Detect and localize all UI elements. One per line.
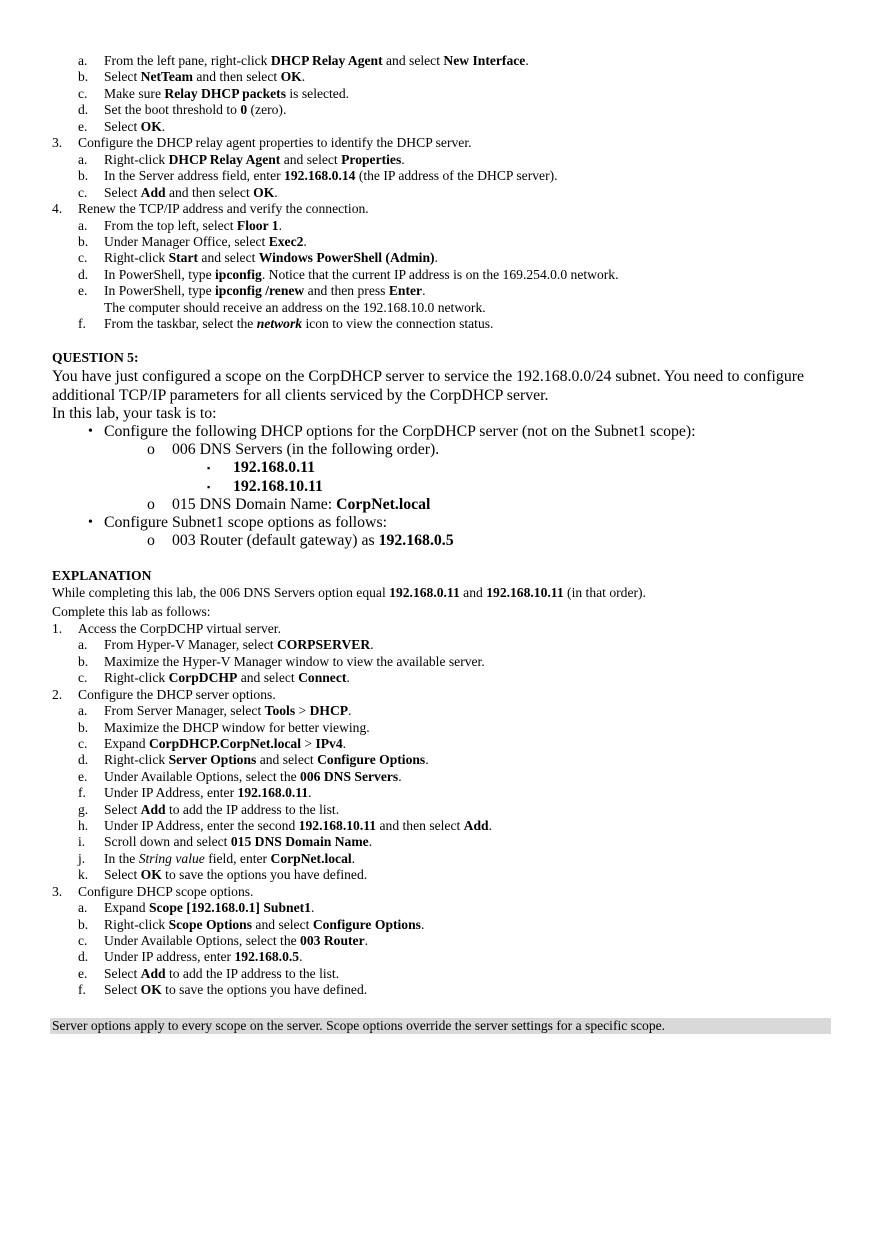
- bold-term: network: [256, 316, 303, 332]
- text-segment: .: [342, 735, 347, 751]
- text-segment: (the IP address of the DHCP server).: [355, 168, 558, 184]
- text-segment: Right-click: [104, 670, 169, 686]
- text-segment: .: [488, 818, 493, 834]
- step-text: [104, 703, 352, 719]
- step-marker: 4.: [52, 201, 63, 217]
- text-segment: Set the boot threshold to: [104, 102, 241, 118]
- text-segment: Configure DHCP scope options.: [78, 883, 254, 899]
- text-segment: .: [401, 151, 405, 167]
- text-segment: Select: [104, 69, 141, 85]
- text-segment: and then select: [165, 184, 254, 200]
- text-segment: Make sure: [104, 85, 165, 101]
- step-text: [104, 720, 370, 736]
- text-segment: .: [364, 932, 369, 948]
- bold-term: 192.168.0.14: [284, 168, 356, 184]
- question-intro-line-1: You have just configured a scope on the CorpDHCP server to service the 192.168.0.0/24 subnet. You need to configure: [52, 368, 804, 385]
- step-marker: f.: [78, 982, 86, 998]
- bold-term: Properties: [341, 151, 402, 167]
- step-marker: j.: [78, 850, 86, 866]
- ip-value: 192.168.10.11: [233, 478, 323, 495]
- square-marker: ▪: [207, 463, 211, 473]
- step-marker: a.: [78, 900, 88, 916]
- bold-term: 192.168.0.5: [234, 949, 300, 965]
- text-segment: Expand: [104, 735, 149, 751]
- text-segment: Under IP Address, enter the second: [104, 818, 299, 834]
- step-marker: b.: [78, 916, 89, 932]
- text-segment: and select: [252, 916, 313, 932]
- step-text: [104, 834, 372, 850]
- step-text: [104, 234, 307, 250]
- step-text: [104, 818, 492, 834]
- step-text: [104, 867, 367, 883]
- bold-term: Tools: [264, 703, 296, 719]
- text-segment: >: [300, 735, 316, 751]
- step-text: [104, 900, 314, 916]
- text-segment: .: [303, 233, 307, 249]
- step-text: [104, 267, 618, 283]
- text-segment: .: [301, 69, 306, 85]
- text-segment: is selected.: [286, 85, 350, 101]
- step-text: [104, 752, 429, 768]
- note-text: Server options apply to every scope on the server. Scope options override the server settings for a specific scope.: [52, 1018, 666, 1033]
- bullet-text: Configure Subnet1 scope options as follows:: [104, 514, 388, 531]
- text-segment: Configure the DHCP relay agent properties to identify the DHCP server.: [78, 135, 472, 151]
- step-text: [104, 966, 339, 982]
- step-text: [104, 300, 486, 316]
- step-marker: d.: [78, 949, 89, 965]
- bold-term: New Interface: [443, 53, 526, 68]
- text-segment: Access the CorpDCHP virtual server.: [78, 621, 281, 636]
- step-marker: d.: [78, 102, 89, 118]
- step-text: [78, 201, 369, 217]
- bold-term: Start: [168, 250, 199, 266]
- text-segment: Under Manager Office, select: [104, 233, 269, 249]
- bold-term: ipconfig /renew: [215, 283, 305, 299]
- step-text: [104, 917, 424, 933]
- text-segment: Maximize the Hyper-V Manager window to view the available server.: [104, 653, 485, 669]
- text-segment: . Notice that the current IP address is on the 169.254.0.0 network.: [261, 266, 619, 282]
- text-segment: .: [398, 768, 402, 784]
- bold-term: 006 DNS Servers: [300, 768, 399, 784]
- bold-term: OK: [140, 867, 162, 883]
- text-segment: From the left pane, right-click: [104, 53, 271, 68]
- text-segment: Under Available Options, select the: [104, 932, 301, 948]
- step-marker: d.: [78, 266, 89, 282]
- text-segment: Select: [104, 184, 141, 200]
- text-segment: and select: [256, 752, 318, 768]
- bold-term: 015 DNS Domain Name: [230, 834, 369, 850]
- text-segment: field, enter: [204, 850, 271, 866]
- text-segment: .: [161, 118, 166, 134]
- bold-term: CorpDCHP: [168, 670, 238, 686]
- step-marker: c.: [78, 250, 88, 266]
- step-text: [78, 884, 253, 900]
- text-segment: .: [434, 250, 438, 266]
- text-segment: .: [299, 949, 303, 965]
- step-text: [104, 283, 425, 299]
- step-text: [104, 802, 339, 818]
- explanation-heading: EXPLANATION: [52, 568, 152, 583]
- text-segment: .: [278, 217, 282, 233]
- question-intro-line-2: additional TCP/IP parameters for all clients serviced by the CorpDHCP server.: [52, 387, 549, 404]
- sub-text: 003 Router (default gateway) as: [172, 532, 379, 549]
- text-segment: and select: [280, 151, 342, 167]
- bold-term: Configure Options: [317, 752, 426, 768]
- bold-term: DHCP: [309, 703, 349, 719]
- text-segment: Right-click: [104, 151, 169, 167]
- step-text: [78, 621, 281, 637]
- bold-term: DHCP Relay Agent: [168, 151, 281, 167]
- step-marker: e.: [78, 283, 88, 299]
- bold-term: OK: [253, 184, 275, 200]
- bold-term: 003 Router: [300, 932, 365, 948]
- router-value: 192.168.0.5: [378, 532, 454, 549]
- question-intro-line-3: In this lab, your task is to:: [52, 405, 217, 422]
- step-text: [78, 135, 472, 151]
- step-text: [104, 168, 558, 184]
- text-segment: .: [370, 637, 374, 653]
- step-marker: a.: [78, 637, 88, 653]
- step-marker: b.: [78, 719, 89, 735]
- bold-term: Add: [140, 801, 166, 817]
- text-segment: .: [351, 850, 356, 866]
- text-segment: .: [274, 184, 278, 200]
- step-marker: a.: [78, 151, 88, 167]
- step-marker: 3.: [52, 135, 63, 151]
- step-text: [104, 949, 302, 965]
- step-marker: k.: [78, 867, 89, 883]
- step-marker: h.: [78, 818, 89, 834]
- text-segment: Select: [104, 801, 141, 817]
- text-segment: Under Available Options, select the: [104, 768, 301, 784]
- text-segment: to save the options you have defined.: [161, 867, 368, 883]
- text-segment: and select: [198, 250, 259, 266]
- text-segment: Expand: [104, 900, 149, 916]
- bold-term: 0: [240, 102, 248, 118]
- bold-term: OK: [140, 118, 162, 134]
- bold-term: Configure Options: [312, 916, 421, 932]
- circle-marker: o: [147, 441, 155, 458]
- explanation-summary: While completing this lab, the 006 DNS Servers option equal 192.168.0.11 and 192.168.10.11 (in that order).: [52, 585, 646, 600]
- text-segment: Under IP Address, enter: [104, 785, 238, 801]
- italic-term: String value: [138, 850, 205, 866]
- step-marker: a.: [78, 217, 88, 233]
- text-segment: and then select: [192, 69, 281, 85]
- step-text: [104, 152, 405, 168]
- step-marker: c.: [78, 85, 88, 101]
- step-marker: a.: [78, 53, 88, 68]
- text-segment: .: [346, 670, 350, 686]
- bold-term: Add: [140, 184, 166, 200]
- bold-term: 192.168.0.11: [237, 785, 309, 801]
- text-segment: .: [308, 785, 312, 801]
- question-heading: QUESTION 5:: [52, 350, 139, 365]
- text-segment: >: [295, 703, 310, 719]
- step-text: [104, 119, 165, 135]
- text-segment: and select: [237, 670, 299, 686]
- domain-value: CorpNet.local: [336, 496, 431, 513]
- step-text: [104, 769, 402, 785]
- text-segment: From Server Manager, select: [104, 703, 265, 719]
- text-segment: .: [422, 283, 426, 299]
- step-text: [104, 53, 529, 69]
- bold-term: CorpDHCP.CorpNet.local: [148, 735, 301, 751]
- text-segment: In PowerShell, type: [104, 266, 216, 282]
- step-text: [104, 637, 374, 653]
- step-text: [104, 654, 485, 670]
- step-text: [104, 933, 368, 949]
- text-segment: Select: [104, 982, 141, 998]
- step-text: [104, 185, 278, 201]
- text-segment: Select: [104, 965, 141, 981]
- sub-text: 006 DNS Servers (in the following order).: [172, 441, 440, 458]
- step-text: [104, 218, 282, 234]
- bold-term: DHCP Relay Agent: [270, 53, 383, 68]
- step-marker: f.: [78, 785, 86, 801]
- step-marker: e.: [78, 118, 88, 134]
- ip-value: 192.168.0.11: [233, 459, 316, 476]
- bold-term: Scope Options: [168, 916, 253, 932]
- step-text: [104, 69, 305, 85]
- text-segment: From Hyper-V Manager, select: [104, 637, 277, 653]
- bold-term: Windows PowerShell (Admin): [258, 250, 435, 266]
- square-marker: ▪: [207, 482, 211, 492]
- circle-marker: o: [147, 496, 155, 513]
- step-marker: c.: [78, 670, 88, 686]
- step-text: [104, 785, 312, 801]
- text-segment: Select: [104, 867, 141, 883]
- text-segment: From the taskbar, select the: [104, 316, 257, 332]
- step-marker: b.: [78, 233, 89, 249]
- step-marker: b.: [78, 653, 89, 669]
- step-text: [104, 316, 493, 332]
- text-segment: Maximize the DHCP window for better viewing.: [104, 719, 370, 735]
- text-segment: In the: [104, 850, 139, 866]
- bold-term: Add: [140, 965, 166, 981]
- text-segment: Right-click: [104, 916, 169, 932]
- bold-term: Add: [463, 818, 489, 834]
- step-marker: e.: [78, 768, 88, 784]
- step-marker: 1.: [52, 621, 63, 636]
- text-segment: Right-click: [104, 752, 169, 768]
- circle-marker: o: [147, 532, 155, 549]
- bold-term: ipconfig: [215, 266, 262, 282]
- step-marker: b.: [78, 168, 89, 184]
- text-segment: icon to view the connection status.: [302, 316, 494, 332]
- text-segment: .: [420, 916, 425, 932]
- step-marker: c.: [78, 184, 88, 200]
- sub-text: 015 DNS Domain Name:: [172, 496, 337, 513]
- step-text: [78, 687, 276, 703]
- text-segment: Renew the TCP/IP address and verify the connection.: [78, 201, 369, 217]
- step-text: [104, 736, 346, 752]
- step-text: [104, 250, 438, 266]
- bold-term: NetTeam: [140, 69, 193, 85]
- text-segment: In the Server address field, enter: [104, 168, 285, 184]
- text-segment: .: [425, 752, 429, 768]
- text-segment: From the top left, select: [104, 217, 237, 233]
- bullet-marker: •: [88, 515, 93, 530]
- step-marker: b.: [78, 69, 89, 85]
- step-marker: g.: [78, 801, 89, 817]
- text-segment: The computer should receive an address on the 192.168.10.0 network.: [104, 299, 486, 315]
- text-segment: to add the IP address to the list.: [165, 965, 340, 981]
- bullet-text: Configure the following DHCP options for the CorpDHCP server (not on the Subnet1 scope):: [104, 423, 696, 440]
- text-segment: to add the IP address to the list.: [165, 801, 340, 817]
- text-segment: Right-click: [104, 250, 169, 266]
- bold-term: Enter: [388, 283, 423, 299]
- step-marker: f.: [78, 316, 86, 332]
- step-text: [104, 670, 350, 686]
- bold-term: OK: [280, 69, 302, 85]
- step-marker: a.: [78, 703, 88, 719]
- bold-term: Relay DHCP packets: [164, 85, 286, 101]
- text-segment: and select: [382, 53, 444, 68]
- text-segment: .: [525, 53, 529, 68]
- text-segment: (zero).: [247, 102, 287, 118]
- text-segment: to save the options you have defined.: [161, 982, 368, 998]
- step-text: [104, 102, 286, 118]
- step-marker: i.: [78, 834, 86, 850]
- step-marker: c.: [78, 735, 88, 751]
- bold-term: IPv4: [315, 735, 343, 751]
- bold-term: Connect: [298, 670, 347, 686]
- text-segment: and then press: [304, 283, 389, 299]
- step-marker: 2.: [52, 686, 63, 702]
- text-segment: Scroll down and select: [104, 834, 231, 850]
- bold-term: CORPSERVER: [276, 637, 371, 653]
- step-marker: e.: [78, 965, 88, 981]
- text-segment: Configure the DHCP server options.: [78, 686, 276, 702]
- text-segment: and then select: [376, 818, 464, 834]
- text-segment: .: [310, 900, 315, 916]
- step-marker: c.: [78, 932, 88, 948]
- bold-term: Scope [192.168.0.1] Subnet1: [148, 900, 311, 916]
- text-segment: Select: [104, 118, 141, 134]
- bold-term: 192.168.10.11: [298, 818, 377, 834]
- text-segment: In PowerShell, type: [104, 283, 216, 299]
- step-text: [104, 982, 367, 998]
- step-marker: d.: [78, 752, 89, 768]
- bold-term: CorpNet.local: [270, 850, 352, 866]
- step-text: [104, 851, 355, 867]
- text-segment: Under IP address, enter: [104, 949, 235, 965]
- bold-term: Server Options: [168, 752, 257, 768]
- bold-term: Floor 1: [236, 217, 279, 233]
- step-text: [104, 86, 349, 102]
- step-marker: 3.: [52, 883, 63, 899]
- text-segment: .: [348, 703, 352, 719]
- text-segment: .: [368, 834, 373, 850]
- explanation-intro: Complete this lab as follows:: [52, 604, 211, 619]
- bold-term: OK: [140, 982, 162, 998]
- bold-term: Exec2: [268, 233, 304, 249]
- bullet-marker: •: [88, 424, 93, 439]
